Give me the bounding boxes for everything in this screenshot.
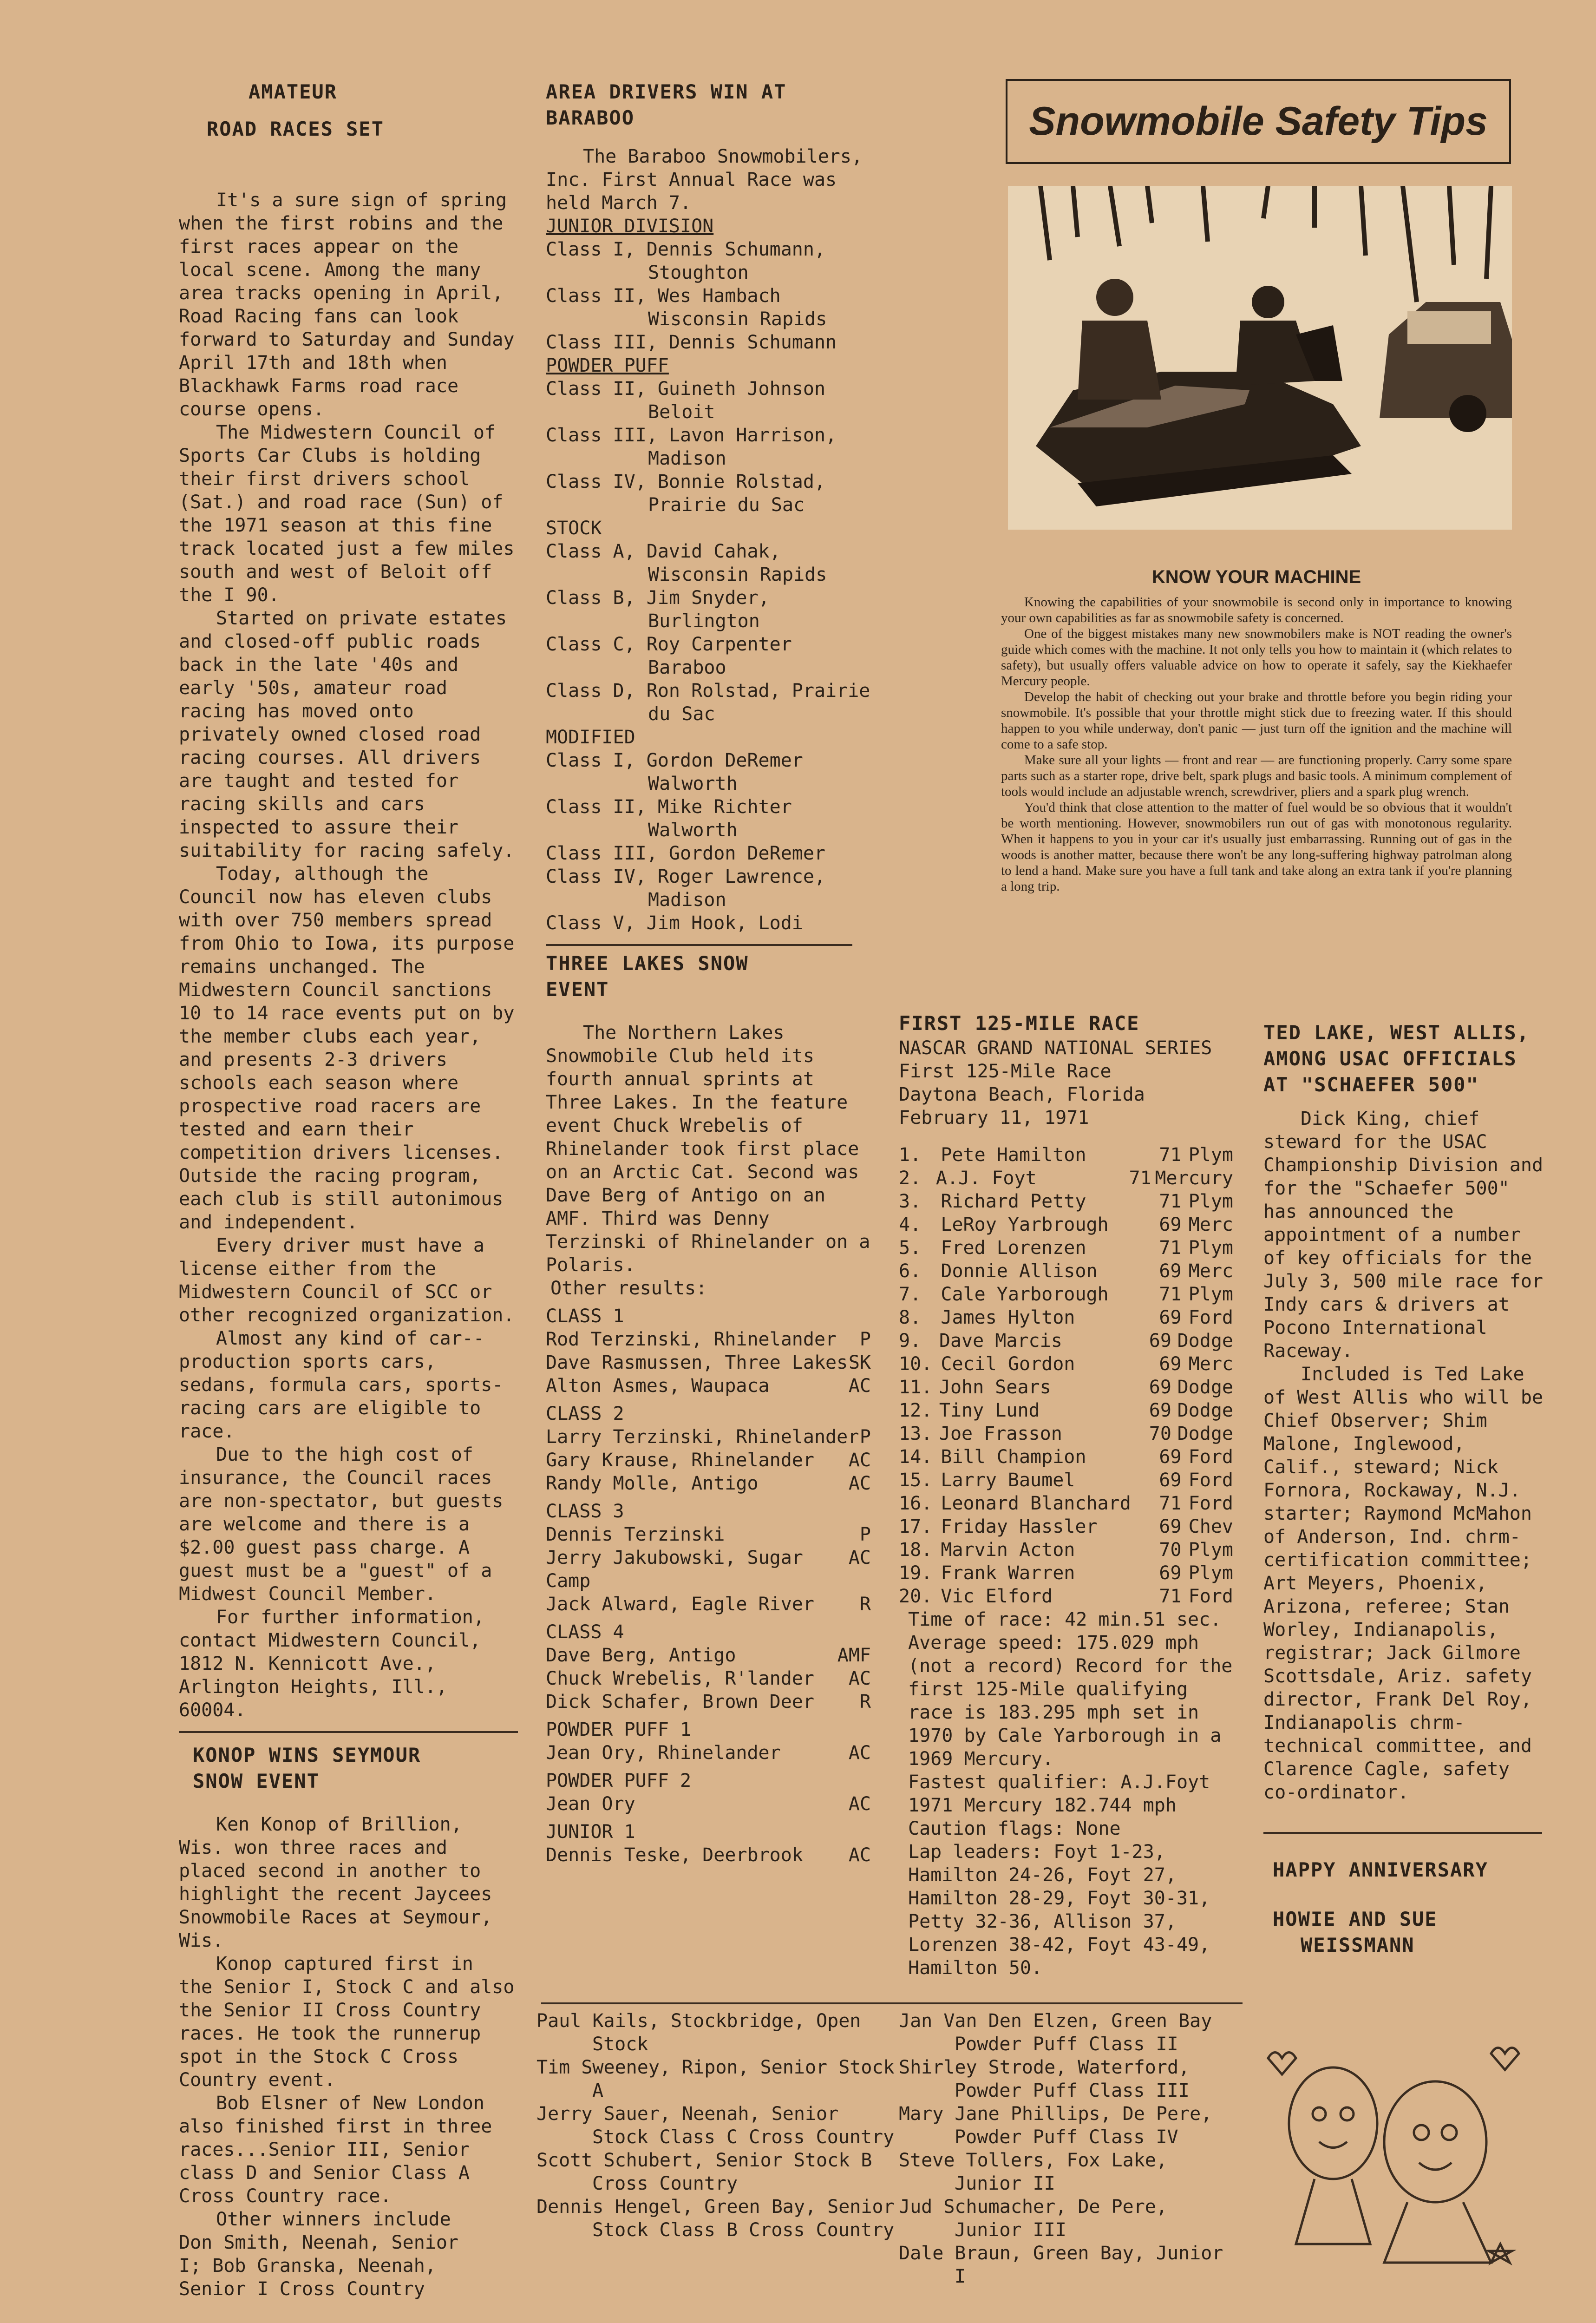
result-name: Chuck Wrebelis, R'lander [546,1668,814,1689]
result-make: AC [848,1450,871,1471]
result-name: Dick Schafer, Brown Deer [546,1691,814,1713]
paragraph: You'd think that close attention to the matter of fuel would be so obvious that it wouldn't be worth mentioning. However, snowmobilers run out of gas with monotonous regularity. When it happens to you in your car it's usually just embarrassing. Running out of gas in the woods is another matter, because there won't be any long-suffering highway patrolman along to lend a hand. Make sure you have a full tank and take along an extra tank if you're planning a long trip. [1001,800,1512,894]
result-make: AC [848,1793,871,1815]
road-races-article [179,189,516,1722]
result-row [546,1425,871,1449]
result-name: Dave Berg, Antigo [546,1645,736,1666]
safety-tips-article [1001,569,1512,894]
winner-line: Steve Tollers, Fox Lake, Junior II [899,2150,1167,2194]
result-row [546,1546,871,1593]
class-title: CLASS 1 [546,1306,624,1327]
car-make: Plym [1188,1237,1233,1259]
table-row [899,1306,1233,1329]
result-make: P [859,1426,871,1448]
baraboo-results [546,215,871,935]
result-name: Alton Asmes, Waupaca [546,1375,770,1397]
car-year: 69 [1159,1446,1182,1468]
three-lakes-results [546,1305,871,1867]
table-row [899,1538,1233,1562]
paragraph: Today, although the Council now has eleven clubs with over 750 members spread from Ohio to Iowa, its purpose remains unchanged. The Midwestern Council sanctions 10 to 14 race events put on by the member clubs each year, and presents 2-3 drivers schools each season where prospective road racers are tested and earn their competition drivers licenses. Outside the racing program, each club is still autonimous and independent. [179,863,515,1233]
result-make: AC [848,1547,871,1568]
baraboo-intro: The Baraboo Snowmobilers, Inc. First Annual Race was held March 7. [546,146,863,214]
driver-name: Bill Champion [941,1446,1086,1468]
column-125-mile-race [899,1011,1233,1980]
paragraph: Dick King, chief steward for the USAC Championship Division and for the "Schaefer 500" has announced the appointment of a number of key officials for the July 3, 500 mile race for Indy cars & drivers at Pocono International Raceway. [1263,1108,1544,1362]
race-note: Time of race: 42 min.51 sec. [908,1609,1222,1630]
section-title: STOCK [546,518,602,539]
driver-name: LeRoy Yarbrough [941,1214,1109,1235]
anniversary-heading: HAPPY ANNIVERSARY [1273,1858,1488,1881]
driver-name: Fred Lorenzen [941,1237,1086,1259]
class-title: CLASS 4 [546,1621,624,1643]
car-make: Dodge [1177,1330,1233,1352]
anniversary-names-2: WEISSMANN [1301,1934,1415,1956]
divider [1263,1832,1542,1834]
car-make: Chev [1188,1516,1233,1537]
driver-name: Richard Petty [941,1191,1086,1212]
result-row [546,1644,871,1667]
car-make: Plym [1188,1191,1233,1212]
result-row [546,1328,871,1351]
position: 15. [899,1470,933,1491]
result-make: P [859,1524,871,1545]
car-year: 69 [1159,1214,1182,1235]
race-subtitle: First 125-Mile Race [899,1061,1112,1082]
headline-amateur: AMATEUR [249,80,338,103]
winner-line: Mary Jane Phillips, De Pere, Powder Puff Class IV [899,2103,1212,2148]
result-line: Class II, Wes Hambach Wisconsin Rapids [546,285,827,330]
car-year: 69 [1159,1516,1182,1537]
bottom-rule [541,2002,1243,2004]
column-road-races [179,79,516,2301]
paragraph: Other winners include [216,2209,451,2230]
result-line: Class II, Mike Richter Walworth [546,796,792,841]
paragraph: It's a sure sign of spring when the first robins and the first races appear on the local scene. Among the many area tracks opening in April, Road Racing fans can look forward to Saturday and Sunday April 17th and 18th when Blackhawk Farms road race course opens. [179,190,515,420]
race-series: NASCAR GRAND NATIONAL SERIES [899,1037,1212,1059]
position: 9. [899,1330,922,1352]
column-usac [1263,1020,1551,1958]
driver-name: Larry Baumel [941,1470,1075,1491]
anniversary-cartoon [1231,2002,1537,2290]
car-year: 70 [1149,1423,1171,1444]
konop-article [179,1813,516,2231]
table-row [899,1562,1233,1585]
safety-tips-title: Snowmobile Safety Tips [1029,99,1488,144]
position: 13. [899,1423,933,1444]
driver-name: Vic Elford [941,1586,1053,1607]
car-make: Dodge [1177,1423,1233,1444]
class-title: CLASS 3 [546,1501,624,1522]
paragraph: Due to the high cost of insurance, the Council races are non-spectator, but guests are welcome and there is a $2.00 guest pass charge. A guest must be a "guest" of a Midwest Council Member. [179,1444,504,1605]
result-line: Class III, Lavon Harrison, Madison [546,425,837,469]
position: 19. [899,1562,933,1584]
result-make: R [859,1594,871,1615]
winner-line: Dale Braun, Green Bay, Junior I [899,2243,1223,2287]
position: 6. [899,1260,922,1282]
result-row [546,1844,871,1867]
anniversary-names-1: HOWIE AND SUE [1273,1908,1438,1930]
result-row [546,1792,871,1816]
table-row [899,1283,1233,1306]
result-row [546,1593,871,1616]
car-make: Merc [1188,1353,1233,1375]
position: 16. [899,1493,933,1514]
result-line: Class IV, Roger Lawrence, Madison [546,866,826,911]
car-year: 70 [1159,1539,1182,1561]
table-row [899,1376,1233,1399]
car-make: Plym [1188,1144,1233,1166]
paragraph: Every driver must have a license either from the Midwestern Council of SCC or other recognized organization. [179,1235,515,1326]
result-line: Class B, Jim Snyder, Burlington [546,587,770,632]
paragraph: Bob Elsner of New London also finished first in three races...Senior III, Senior class D and Senior Class A Cross Country race. [179,2093,492,2207]
car-year: 69 [1149,1377,1171,1398]
car-year: 71 [1159,1284,1182,1305]
driver-name: Leonard Blanchard [941,1493,1131,1514]
car-year: 71 [1159,1144,1182,1166]
driver-name: Tiny Lund [939,1400,1040,1421]
car-make: Plym [1188,1539,1233,1561]
result-line: Class D, Ron Rolstad, Prairie du Sac [546,680,870,725]
headline-road-races: ROAD RACES SET [207,118,385,140]
result-make: SK [848,1352,871,1373]
car-make: Ford [1188,1586,1233,1607]
result-row [546,1374,871,1398]
table-row [899,1492,1233,1515]
result-make: AC [848,1668,871,1689]
result-name: Dennis Teske, Deerbrook [546,1844,803,1866]
paragraph: For further information, contact Midwestern Council, 1812 N. Kennicott Ave., Arlington Heights, Ill., 60004. [179,1607,484,1721]
car-make: Ford [1188,1493,1233,1514]
result-make: AC [848,1742,871,1764]
class-title: POWDER PUFF 2 [546,1770,692,1791]
column-baraboo [546,79,871,1867]
car-year: 69 [1149,1330,1171,1352]
headline-125-mile: FIRST 125-MILE RACE [899,1012,1140,1035]
table-row [899,1399,1233,1422]
result-line: Class C, Roy Carpenter Baraboo [546,634,792,678]
position: 8. [899,1307,922,1328]
table-row [899,1143,1233,1167]
car-make: Ford [1188,1446,1233,1468]
result-name: Rod Terzinski, Rhinelander [546,1329,837,1350]
driver-name: Marvin Acton [941,1539,1075,1561]
car-make: Ford [1188,1307,1233,1328]
divider [546,944,852,946]
race-note: Caution flags: None [908,1818,1121,1839]
car-make: Mercury [1155,1168,1233,1189]
table-row [899,1236,1233,1260]
race-date: February 11, 1971 [899,1107,1089,1129]
car-make: Plym [1188,1562,1233,1584]
konop-tail: Don Smith, Neenah, Senior I; Bob Granska, Neenah, Senior I Cross Country [179,2232,459,2300]
result-make: AC [848,1473,871,1494]
paragraph: Make sure all your lights — front and rear — are functioning properly. Carry some spare parts such as a starter rope, drive belt, spark plugs and basic tools. A minimum complement of tools would include an adjustable wrench, screwdriver, pliers and a spark plug wrench. [1001,753,1512,799]
car-year: 69 [1149,1400,1171,1421]
result-line: Class III, Gordon DeRemer [546,843,826,864]
result-name: Jean Ory, Rhinelander [546,1742,781,1764]
position: 20. [899,1586,933,1607]
position: 17. [899,1516,933,1537]
section-title: MODIFIED [546,727,635,748]
bottom-right-winners [899,2009,1233,2288]
race-note: Average speed: 175.029 mph (not a record) Record for the first 125-Mile qualifying race is 183.295 mph set in 1970 by Cale Yarborough in a 1969 Mercury. [908,1632,1233,1770]
paragraph: Develop the habit of checking out your brake and throttle before you begin riding your snowmobile. It's possible that your throttle might stick due to freezing water. If this should happen to you while underway, don't panic — just turn off the ignition and the machine will come to a safe stop. [1001,689,1512,752]
result-line: Class I, Dennis Schumann, Stoughton [546,239,826,283]
result-make: AC [848,1844,871,1866]
car-year: 69 [1159,1562,1182,1584]
driver-name: Pete Hamilton [941,1144,1086,1166]
paragraph: Konop captured first in the Senior I, Stock C and also the Senior II Cross Country races. He took the runnerup spot in the Stock C Cross Country event. [179,1953,515,2091]
result-make: AC [848,1375,871,1397]
winner-line: Tim Sweeney, Ripon, Senior Stock A [536,2057,895,2101]
result-row [546,1741,871,1765]
know-your-machine-heading: KNOW YOUR MACHINE [1151,567,1361,587]
result-make: R [859,1691,871,1713]
table-row [899,1515,1233,1538]
winner-line: Shirley Strode, Waterford, Powder Puff Class III [899,2057,1190,2101]
table-row [899,1167,1233,1190]
section-title: JUNIOR DIVISION [546,216,714,237]
result-row [546,1667,871,1690]
position: 7. [899,1284,922,1305]
result-name: Jean Ory [546,1793,635,1815]
position: 11. [899,1377,933,1398]
result-row [546,1472,871,1495]
safety-tips-title-box [1006,79,1511,164]
race-note: Lap leaders: Foyt 1-23, Hamilton 24-26, Foyt 27, Hamilton 28-29, Foyt 30-31, Petty 32-36, Allison 37, Lorenzen 38-42, Foyt 43-49, Hamilton 50. [908,1841,1210,1979]
table-row [899,1585,1233,1608]
headline-usac: TED LAKE, WEST ALLIS, AMONG USAC OFFICIALS AT "SCHAEFER 500" [1263,1021,1530,1096]
table-row [899,1260,1233,1283]
race-location: Daytona Beach, Florida [899,1084,1145,1105]
result-row [546,1523,871,1546]
car-year: 69 [1159,1307,1182,1328]
result-name: Gary Krause, Rhinelander [546,1450,814,1471]
class-title: JUNIOR 1 [546,1821,635,1843]
car-make: Merc [1188,1260,1233,1282]
result-line: Class IV, Bonnie Rolstad, Prairie du Sac [546,471,826,516]
result-name: Dennis Terzinski [546,1524,725,1545]
table-row [899,1422,1233,1445]
driver-name: Cale Yarborough [941,1284,1109,1305]
headline-konop: KONOP WINS SEYMOUR SNOW EVENT [193,1744,421,1792]
winner-line: Jerry Sauer, Neenah, Senior Stock Class C Cross Country [536,2103,895,2148]
position: 5. [899,1237,922,1259]
result-row [546,1351,871,1374]
position: 2. [899,1168,922,1189]
result-line: Class V, Jim Hook, Lodi [546,912,803,934]
car-make: Dodge [1177,1377,1233,1398]
result-line: Class III, Dennis Schumann [546,332,837,353]
paragraph: Included is Ted Lake of West Allis who will be Chief Observer; Shim Malone, Inglewood, Calif., steward; Nick Fornora, Rockaway, N.J. starter; Raymond McMahon of Anderson, Ind. chrm-certification committee; Art Meyers, Phoenix, Arizona, referee; Stan Worley, Indianapolis, registrar; Jack Gilmore Scottsdale, Ariz. safety director, Frank Del Roy, Indianapolis chrm-technical committee, and Clarence Cagle, safety co-ordinator. [1263,1364,1544,1803]
paragraph: The Midwestern Council of Sports Car Clubs is holding their first drivers school (Sat.) and road race (Sun) of the 1971 season at this fine track located just a few miles south and west of Beloit off the I 90. [179,422,515,606]
divider [179,1731,518,1733]
class-title: CLASS 2 [546,1403,624,1424]
result-name: Larry Terzinski, Rhinelander [546,1426,859,1448]
bottom-left-winners [536,2009,903,2242]
winner-line: Scott Schubert, Senior Stock B Cross Country [536,2150,872,2194]
position: 3. [899,1191,922,1212]
race-note: Fastest qualifier: A.J.Foyt 1971 Mercury 182.744 mph [908,1772,1210,1816]
car-year: 71 [1159,1493,1182,1514]
position: 14. [899,1446,933,1468]
driver-name: James Hylton [941,1307,1075,1328]
paragraph: Started on private estates and closed-off public roads back in the late '40s and early '50s, amateur road racing has moved onto privately owned closed road racing courses. All drivers are taught and tested for racing skills and cars inspected to assure their suitability for racing safely. [179,608,515,861]
result-name: Randy Molle, Antigo [546,1473,759,1494]
result-row [546,1449,871,1472]
car-year: 69 [1159,1353,1182,1375]
result-line: Class I, Gordon DeRemer Walworth [546,750,803,794]
car-year: 69 [1159,1260,1182,1282]
driver-name: Frank Warren [941,1562,1075,1584]
position: 1. [899,1144,922,1166]
position: 12. [899,1400,933,1421]
race-notes [899,1608,1233,1980]
car-make: Plym [1188,1284,1233,1305]
race-results-table [899,1143,1233,1608]
driver-name: Joe Frasson [939,1423,1062,1444]
winner-line: Dennis Hengel, Green Bay, Senior Stock Class B Cross Country [536,2196,895,2241]
result-line: Class A, David Cahak, Wisconsin Rapids [546,541,827,585]
car-year: 71 [1159,1191,1182,1212]
car-make: Merc [1188,1214,1233,1235]
result-line: Class II, Guineth Johnson Beloit [546,378,826,423]
position: 4. [899,1214,922,1235]
driver-name: John Sears [939,1377,1051,1398]
driver-name: Donnie Allison [941,1260,1098,1282]
result-name: Jerry Jakubowski, Sugar Camp [546,1547,803,1592]
winner-line: Jud Schumacher, De Pere, Junior III [899,2196,1167,2241]
position: 18. [899,1539,933,1561]
table-row [899,1445,1233,1469]
other-results-label: Other results: [550,1278,707,1299]
table-row [899,1213,1233,1236]
car-year: 69 [1159,1470,1182,1491]
winner-line: Paul Kails, Stockbridge, Open Stock [536,2010,861,2055]
paragraph: One of the biggest mistakes many new snowmobilers make is NOT reading the owner's guide which comes with the machine. It not only tells you how to maintain it (which relates to safety), but usually offers valuable advice on how to operate it safely, say the Kiekhaefer Mercury people. [1001,626,1512,689]
table-row [899,1469,1233,1492]
table-row [899,1329,1233,1352]
driver-name: Friday Hassler [941,1516,1098,1537]
result-row [546,1690,871,1713]
class-title: POWDER PUFF 1 [546,1719,692,1740]
paragraph: Almost any kind of car-- production sports cars, sedans, formula cars, sports-racing cars are eligible to race. [179,1328,504,1442]
car-make: Dodge [1177,1400,1233,1421]
car-year: 71 [1159,1237,1182,1259]
position: 10. [899,1353,933,1375]
driver-name: Dave Marcis [939,1330,1062,1352]
paragraph: Knowing the capabilities of your snowmobile is second only in importance to knowing your own capabilities as far as snowmobile safety is concerned. [1001,595,1512,625]
result-name: Dave Rasmussen, Three Lakes [546,1352,848,1373]
paragraph: Ken Konop of Brillion, Wis. won three races and placed second in another to highlight the recent Jaycees Snowmobile Races at Seymour, Wis. [179,1814,492,1951]
car-year: 71 [1159,1586,1182,1607]
car-make: Ford [1188,1470,1233,1491]
car-year: 71 [1129,1168,1151,1189]
result-make: P [859,1329,871,1350]
driver-name: Cecil Gordon [941,1353,1075,1375]
winner-line: Jan Van Den Elzen, Green Bay Powder Puff Class II [899,2010,1212,2055]
headline-baraboo: AREA DRIVERS WIN AT BARABOO [546,80,787,129]
headline-three-lakes: THREE LAKES SNOW EVENT [546,952,749,1001]
three-lakes-intro: The Northern Lakes Snowmobile Club held its fourth annual sprints at Three Lakes. In the feature event Chuck Wrebelis of Rhinelander took first place on an Arctic Cat. Second was Dave Berg of Antigo on an AMF. Third was Denny Terzinski of Rhinelander on a Polaris. [546,1022,870,1276]
driver-name: A.J. Foyt [935,1168,1037,1189]
table-row [899,1352,1233,1376]
section-title: POWDER PUFF [546,355,669,376]
snowmobile-photo [1008,186,1512,530]
result-make: AMF [837,1645,871,1666]
result-name: Jack Alward, Eagle River [546,1594,814,1615]
table-row [899,1190,1233,1213]
